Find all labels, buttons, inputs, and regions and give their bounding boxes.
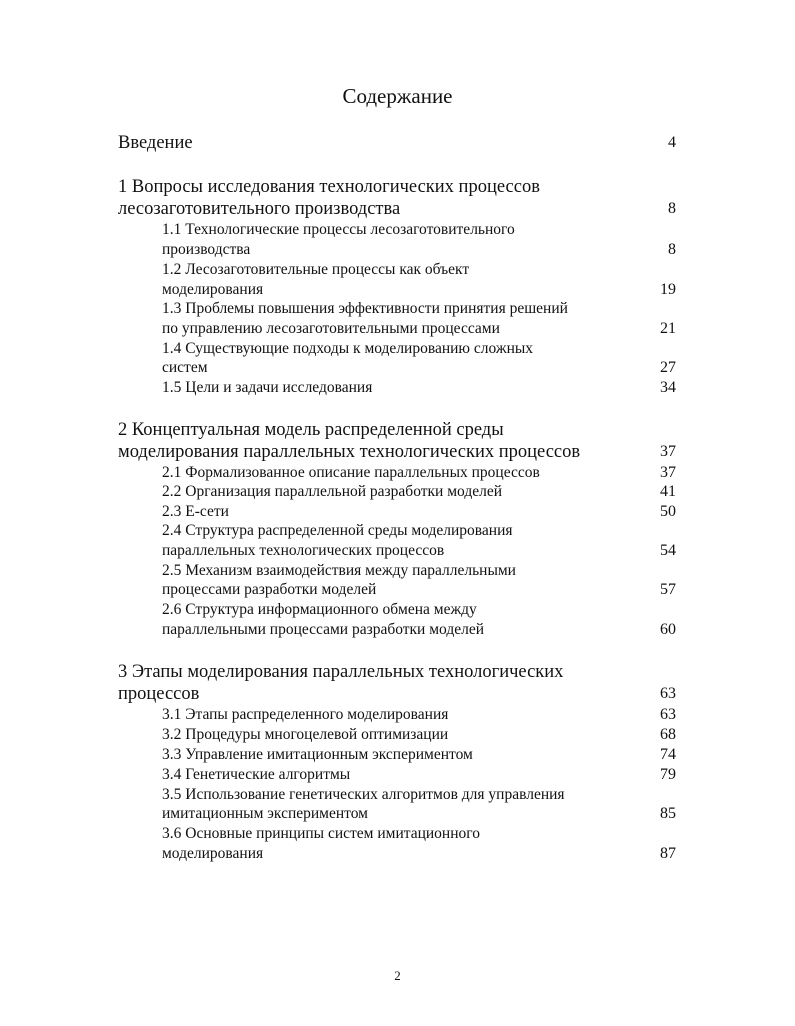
toc-entry-text: 3 Этапы моделирования параллельных технологических [118,662,564,682]
page-title: Содержание [342,84,453,108]
toc-entry-text: Введение [118,133,193,153]
toc-chapter-1-heading [0,177,795,197]
toc-entry-page: 63 [660,685,676,702]
toc-entry-introduction [0,133,795,153]
toc-entry-text: процессов [118,684,200,704]
toc-entry-page: 60 [660,621,676,638]
toc-entry-text: параллельными процессами разработки моделей [162,621,485,638]
toc-section-3-1 [0,705,795,725]
toc-section-2-5 [0,561,795,581]
toc-entry-page: 74 [660,746,676,763]
toc-section-3-6 [0,824,795,844]
toc-entry-text: 2.4 Структура распределенной среды моделирования [162,522,513,539]
page-number: 2 [394,968,401,983]
toc-entry-text: лесозаготовительного производства [118,199,401,219]
toc-entry-page: 41 [660,483,676,500]
toc-section-3-2 [0,725,795,745]
toc-section-1-5 [0,378,795,398]
toc-entry-page: 54 [660,542,676,559]
toc-entry-text: моделирования параллельных технологических процессов [118,442,581,462]
toc-entry-text: 1.5 Цели и задачи исследования [162,379,373,396]
toc-entry-text: 1.4 Существующие подходы к моделированию сложных [162,340,534,357]
toc-chapter-3-heading-cont [0,684,795,704]
toc-entry-text: 2 Концептуальная модель распределенной среды [118,420,504,440]
toc-entry-page: 8 [668,241,676,258]
toc-entry-text: моделирования [162,845,264,862]
toc-entry-text: 3.5 Использование генетических алгоритмов для управления [162,786,565,803]
toc-entry-page: 68 [660,726,676,743]
toc-entry-page: 63 [660,706,676,723]
toc-entry-text: 2.1 Формализованное описание параллельных процессов [162,464,540,481]
toc-entry-page: 8 [668,200,676,217]
toc-chapter-2-heading [0,420,795,440]
toc-entry-page: 4 [668,134,676,151]
toc-section-1-3-cont [0,319,795,339]
toc-section-2-6-cont [0,620,795,640]
toc-section-3-3 [0,745,795,765]
toc-entry-page: 21 [660,320,676,337]
toc-entry-text: параллельных технологических процессов [162,542,445,559]
toc-section-1-2-cont [0,280,795,300]
toc-section-2-1 [0,463,795,483]
toc-entry-text: 2.6 Структура информационного обмена между [162,601,477,618]
toc-entry-text: имитационным экспериментом [162,805,368,822]
toc-entry-text: 1 Вопросы исследования технологических процессов [118,177,540,197]
toc-entry-text: производства [162,241,251,258]
toc-entry-text: 3.2 Процедуры многоцелевой оптимизации [162,726,449,743]
toc-section-3-5-cont [0,804,795,824]
toc-entry-text: 2.3 Е-сети [162,503,229,520]
toc-entry-page: 34 [660,379,676,396]
toc-section-1-1 [0,220,795,240]
toc-section-2-3 [0,502,795,522]
toc-entry-text: систем [162,359,208,376]
toc-entry-text: 3.1 Этапы распределенного моделирования [162,706,449,723]
toc-section-1-3 [0,299,795,319]
toc-entry-page: 19 [660,281,676,298]
toc-section-1-2 [0,260,795,280]
toc-section-3-5 [0,785,795,805]
toc-entry-page: 87 [660,845,676,862]
toc-entry-text: 1.3 Проблемы повышения эффективности принятия решений [162,300,568,317]
toc-entry-text: 1.2 Лесозаготовительные процессы как объект [162,261,470,278]
toc-section-2-4-cont [0,541,795,561]
toc-entry-text: 2.2 Организация параллельной разработки моделей [162,483,503,500]
toc-entry-page: 85 [660,805,676,822]
toc-chapter-2-heading-cont [0,442,795,462]
toc-entry-page: 79 [660,766,676,783]
toc-entry-text: 3.3 Управление имитационным экспериментом [162,746,473,763]
toc-section-1-4 [0,339,795,359]
toc-section-3-6-cont [0,844,795,864]
toc-section-2-4 [0,521,795,541]
toc-section-1-4-cont [0,358,795,378]
toc-entry-text: 3.6 Основные принципы систем имитационного [162,825,480,842]
toc-entry-text: моделирования [162,281,264,298]
toc-entry-page: 50 [660,503,676,520]
toc-section-2-5-cont [0,580,795,600]
toc-entry-text: 3.4 Генетические алгоритмы [162,766,351,783]
toc-entry-text: 2.5 Механизм взаимодействия между параллельными [162,562,516,579]
toc-section-3-4 [0,765,795,785]
toc-entry-page: 37 [660,464,676,481]
toc-section-2-6 [0,600,795,620]
toc-chapter-1-heading-cont [0,199,795,219]
toc-section-1-1-cont [0,240,795,260]
toc-entry-text: по управлению лесозаготовительными процессами [162,320,500,337]
toc-chapter-3-heading [0,662,795,682]
toc-entry-text: 1.1 Технологические процессы лесозаготовительного [162,221,515,238]
toc-entry-page: 27 [660,359,676,376]
toc-entry-text: процессами разработки моделей [162,581,377,598]
toc-entry-page: 57 [660,581,676,598]
toc-section-2-2 [0,482,795,502]
toc-entry-page: 37 [660,443,676,460]
